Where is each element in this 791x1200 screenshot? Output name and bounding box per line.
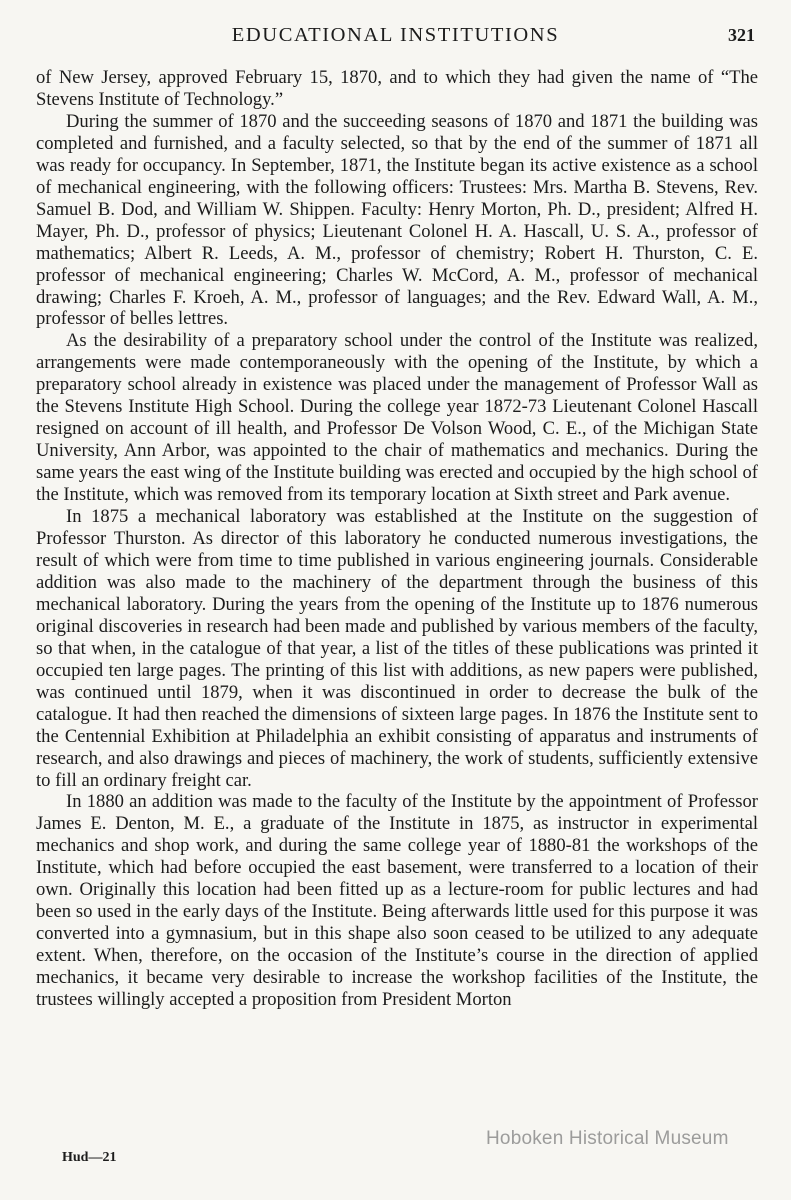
- page-number: 321: [728, 25, 755, 45]
- paragraph: During the summer of 1870 and the succeeding seasons of 1870 and 1871 the building was completed and furnished, and a faculty selected, so that by the end of the summer of 1871 all was ready for occupancy. In September, 1871, the Institute began its active existence as a school of mechanical engineering, with the following officers: Trustees: Mrs. Martha B. Stevens, Rev. Samuel B. Dod, and William W. Shippen. Faculty: Henry Morton, Ph. D., president; Alfred H. Mayer, Ph. D., professor of physics; Lieutenant Colonel H. A. Hascall, U. S. A., professor of mathematics; Albert R. Leeds, A. M., professor of chemistry; Robert H. Thurston, C. E. professor of mechanical engineering; Charles W. McCord, A. M., professor of mechanical drawing; Charles F. Kroeh, A. M., professor of languages; and the Rev. Edward Wall, A. M., professor of belles lettres.: [36, 110, 758, 330]
- body-text: [36, 67, 758, 1011]
- paragraph-continuation: of New Jersey, approved February 15, 1870, and to which they had given the name of “The Stevens Institute of Technology.”: [36, 67, 758, 110]
- paragraph: In 1880 an addition was made to the faculty of the Institute by the appointment of Professor James E. Denton, M. E., a graduate of the Institute in 1875, as instructor in experimental mechanics and shop work, and during the same college year of 1880-81 the workshops of the Institute, which had before occupied the east basement, were transferred to a location of their own. Originally this location had been fitted up as a lecture-room for public lectures and had been so used in the early days of the Institute. Being afterwards little used for this purpose it was converted into a gymnasium, but in this shape also soon ceased to be utilized to any adequate extent. When, therefore, on the occasion of the Institute’s course in the direction of applied mechanics, it became very desirable to increase the workshop facilities of the Institute, the trustees willingly accepted a proposition from President Morton: [36, 791, 758, 1011]
- paragraph: In 1875 a mechanical laboratory was established at the Institute on the suggestion of Professor Thurston. As director of this laboratory he conducted numerous investigations, the result of which were from time to time published in various engineering journals. Considerable addition was also made to the machinery of the department through the business of this mechanical laboratory. During the years from the opening of the Institute up to 1876 numerous original discoveries in research had been made and published by various members of the faculty, so that when, in the catalogue of that year, a list of the titles of these publications was printed it occupied ten large pages. The printing of this list with additions, as new papers were published, was continued until 1879, when it was discontinued in order to decrease the bulk of the catalogue. It had then reached the dimensions of sixteen large pages. In 1876 the Institute sent to the Centennial Exhibition at Philadelphia an exhibit consisting of apparatus and instruments of research, and also drawings and pieces of machinery, the work of students, sufficiently extensive to fill an ordinary freight car.: [36, 506, 758, 791]
- museum-watermark: Hoboken Historical Museum: [486, 1128, 729, 1149]
- running-header: [36, 22, 755, 50]
- running-title: EDUCATIONAL INSTITUTIONS: [231, 24, 560, 46]
- signature-mark: Hud—21: [62, 1150, 117, 1165]
- paragraph: As the desirability of a preparatory school under the control of the Institute was realized, arrangements were made contemporaneously with the opening of the Institute, by which a preparatory school already in existence was placed under the management of Professor Wall as the Stevens Institute High School. During the college year 1872-73 Lieutenant Colonel Hascall resigned on account of ill health, and Professor De Volson Wood, C. E., of the Michigan State University, Ann Arbor, was appointed to the chair of mathematics and mechanics. During the same years the east wing of the Institute building was erected and occupied by the high school of the Institute, which was removed from its temporary location at Sixth street and Park avenue.: [36, 330, 758, 506]
